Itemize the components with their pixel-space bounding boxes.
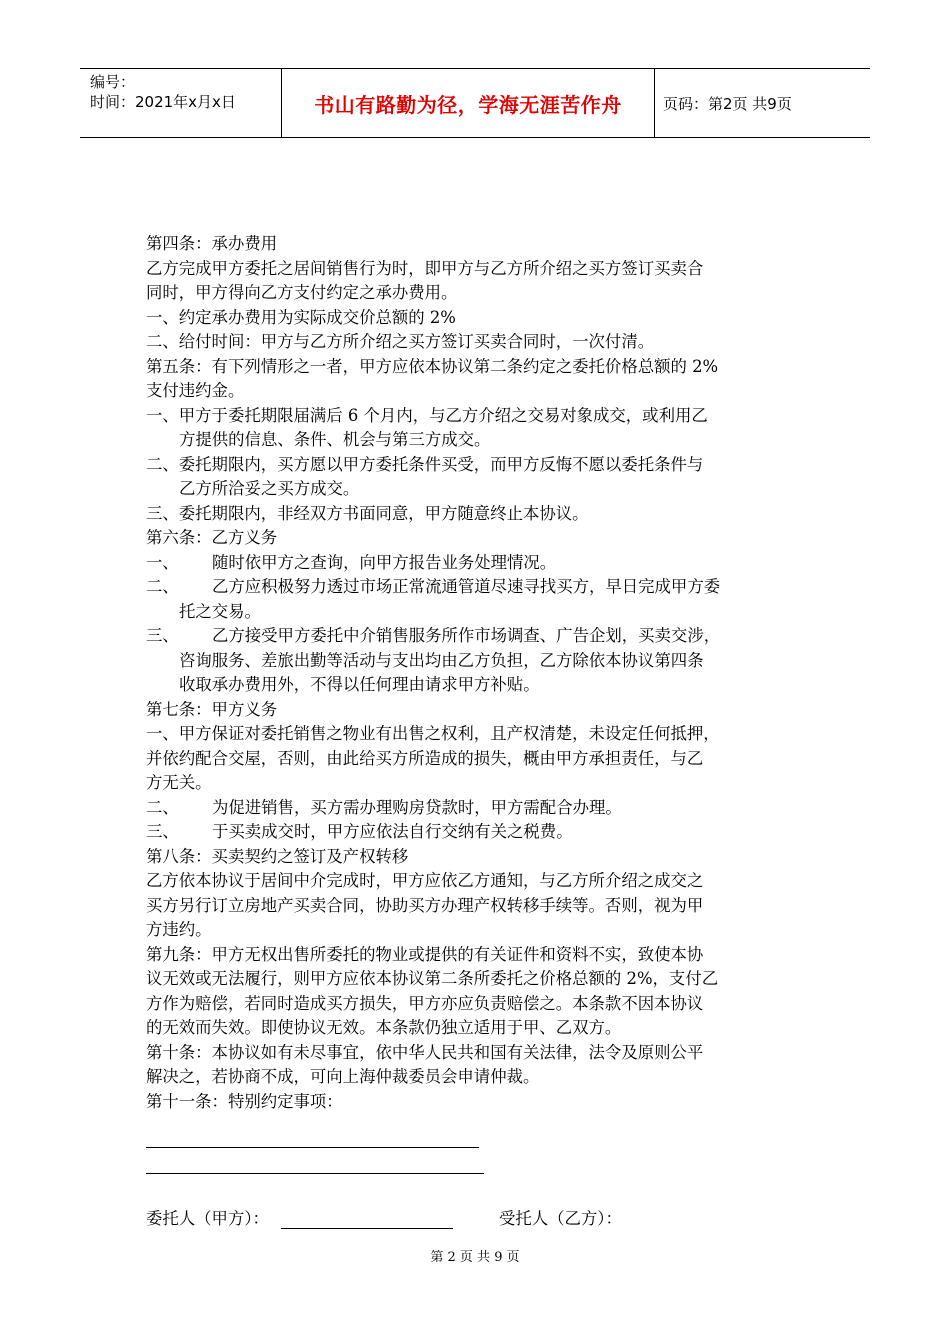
- paragraph: 收取承办费用外，不得以任何理由请求甲方补贴。: [179, 675, 540, 694]
- number-label: 编号：: [90, 73, 136, 91]
- paragraph: 乙方依本协议于居间中介完成时，甲方应依乙方通知，与乙方所介绍之成交之: [146, 871, 704, 890]
- list-text: 为促进销售，买方需办理购房贷款时，甲方需配合办理。: [212, 797, 622, 817]
- header-page-info: 页码：第2页 共9页: [663, 94, 792, 113]
- paragraph: 方无关。: [146, 773, 212, 792]
- paragraph: 支付违约金。: [146, 381, 245, 400]
- list-text: 于买卖成交时，甲方应依法自行交纳有关之税费。: [212, 822, 573, 841]
- paragraph: 方作为赔偿，若同时造成买方损失，甲方亦应负责赔偿之。本条款不因本协议: [146, 993, 704, 1013]
- paragraph: 解决之，若协商不成，可向上海仲裁委员会申请仲裁。: [146, 1067, 540, 1086]
- paragraph: 咨询服务、差旅出勤等活动与支出均由乙方负担，乙方除依本协议第四条: [179, 650, 704, 670]
- list-text: 乙方应积极努力透过市场正常流通管道尽速寻找买方，早日完成甲方委: [212, 577, 721, 596]
- paragraph: 方提供的信息、条件、机会与第三方成交。: [179, 430, 491, 449]
- list-item: [146, 820, 826, 845]
- paragraph: 三、委托期限内，非经双方书面同意，甲方随意终止本协议。: [146, 503, 589, 523]
- paragraph: 议无效或无法履行，则甲方应依本协议第二条所委托之价格总额的 2%，支付乙: [146, 969, 719, 988]
- list-item: [146, 575, 826, 600]
- page-footer: 第 2 页 共 9 页: [430, 1250, 520, 1265]
- header-meta: [80, 69, 282, 137]
- paragraph: 二、委托期限内，买方愿以甲方委托条件买受，而甲方反悔不愿以委托条件与: [146, 454, 704, 474]
- paragraph: 并依约配合交屋，否则，由此给买方所造成的损失，概由甲方承担责任，与乙: [146, 748, 704, 768]
- article-6-heading: 第六条：乙方义务: [146, 528, 278, 547]
- party-a-label: 委托人（甲方）：: [146, 1209, 269, 1228]
- paragraph: 二、给付时间：甲方与乙方所介绍之买方签订买卖合同时，一次付清。: [146, 332, 655, 351]
- list-number: 二、: [146, 797, 179, 817]
- list-item: [146, 624, 826, 649]
- article-5-heading: 第五条：有下列情形之一者，甲方应依本协议第二条约定之委托价格总额的 2%: [146, 356, 719, 376]
- paragraph: 同时，甲方得向乙方支付约定之承办费用。: [146, 283, 458, 302]
- article-10-heading: 第十条：本协议如有未尽事宜，依中华人民共和国有关法律，法令及原则公平: [146, 1042, 704, 1062]
- paragraph: 乙方所洽妥之买方成交。: [179, 479, 360, 498]
- paragraph: 一、甲方保证对委托销售之物业有出售之权利，且产权清楚，未设定任何抵押，: [146, 724, 720, 743]
- document-body: [146, 232, 826, 1114]
- paragraph: 乙方完成甲方委托之居间销售行为时，即甲方与乙方所介绍之买方签订买卖合: [146, 258, 704, 278]
- list-item: [146, 551, 826, 576]
- paragraph: 方违约。: [146, 920, 212, 939]
- article-11-heading: 第十一条：特别约定事项：: [146, 1091, 343, 1111]
- special-terms-blank-line: [146, 1147, 479, 1148]
- party-b-label: 受托人（乙方）：: [498, 1209, 622, 1228]
- party-a-signature-line: [281, 1210, 453, 1229]
- header-motto: 书山有路勤为径，学海无涯苦作舟: [282, 69, 655, 137]
- signature-row: [146, 1205, 826, 1229]
- article-4-heading: 第四条：承办费用: [146, 234, 278, 253]
- list-number: 三、: [146, 626, 179, 645]
- list-number: 三、: [146, 822, 179, 841]
- list-number: 一、: [146, 552, 179, 572]
- paragraph: 的无效而失效。即使协议无效。本条款仍独立适用于甲、乙双方。: [146, 1018, 622, 1037]
- article-8-heading: 第八条：买卖契约之签订及产权转移: [146, 846, 409, 866]
- paragraph: 一、甲方于委托期限届满后 6 个月内，与乙方介绍之交易对象成交，或利用乙: [146, 405, 708, 425]
- list-item: [146, 796, 826, 821]
- list-text: 随时依甲方之查询，向甲方报告业务处理情况。: [212, 552, 557, 572]
- paragraph: 托之交易。: [179, 601, 261, 621]
- paragraph: 买方另行订立房地产买卖合同，协助买方办理产权转移手续等。否则，视为甲: [146, 895, 704, 915]
- date-label: 时间：2021年x月x日: [90, 93, 236, 111]
- special-terms-blank-line: [146, 1173, 484, 1174]
- paragraph: 一、约定承办费用为实际成交价总额的 2%: [146, 307, 456, 327]
- article-9-heading: 第九条：甲方无权出售所委托的物业或提供的有关证件和资料不实，致使本协: [146, 944, 704, 964]
- document-header: [80, 68, 870, 138]
- article-7-heading: 第七条：甲方义务: [146, 699, 278, 719]
- list-text: 乙方接受甲方委托中介销售服务所作市场调查、广告企划，买卖交涉，: [212, 626, 721, 645]
- list-number: 二、: [146, 577, 179, 596]
